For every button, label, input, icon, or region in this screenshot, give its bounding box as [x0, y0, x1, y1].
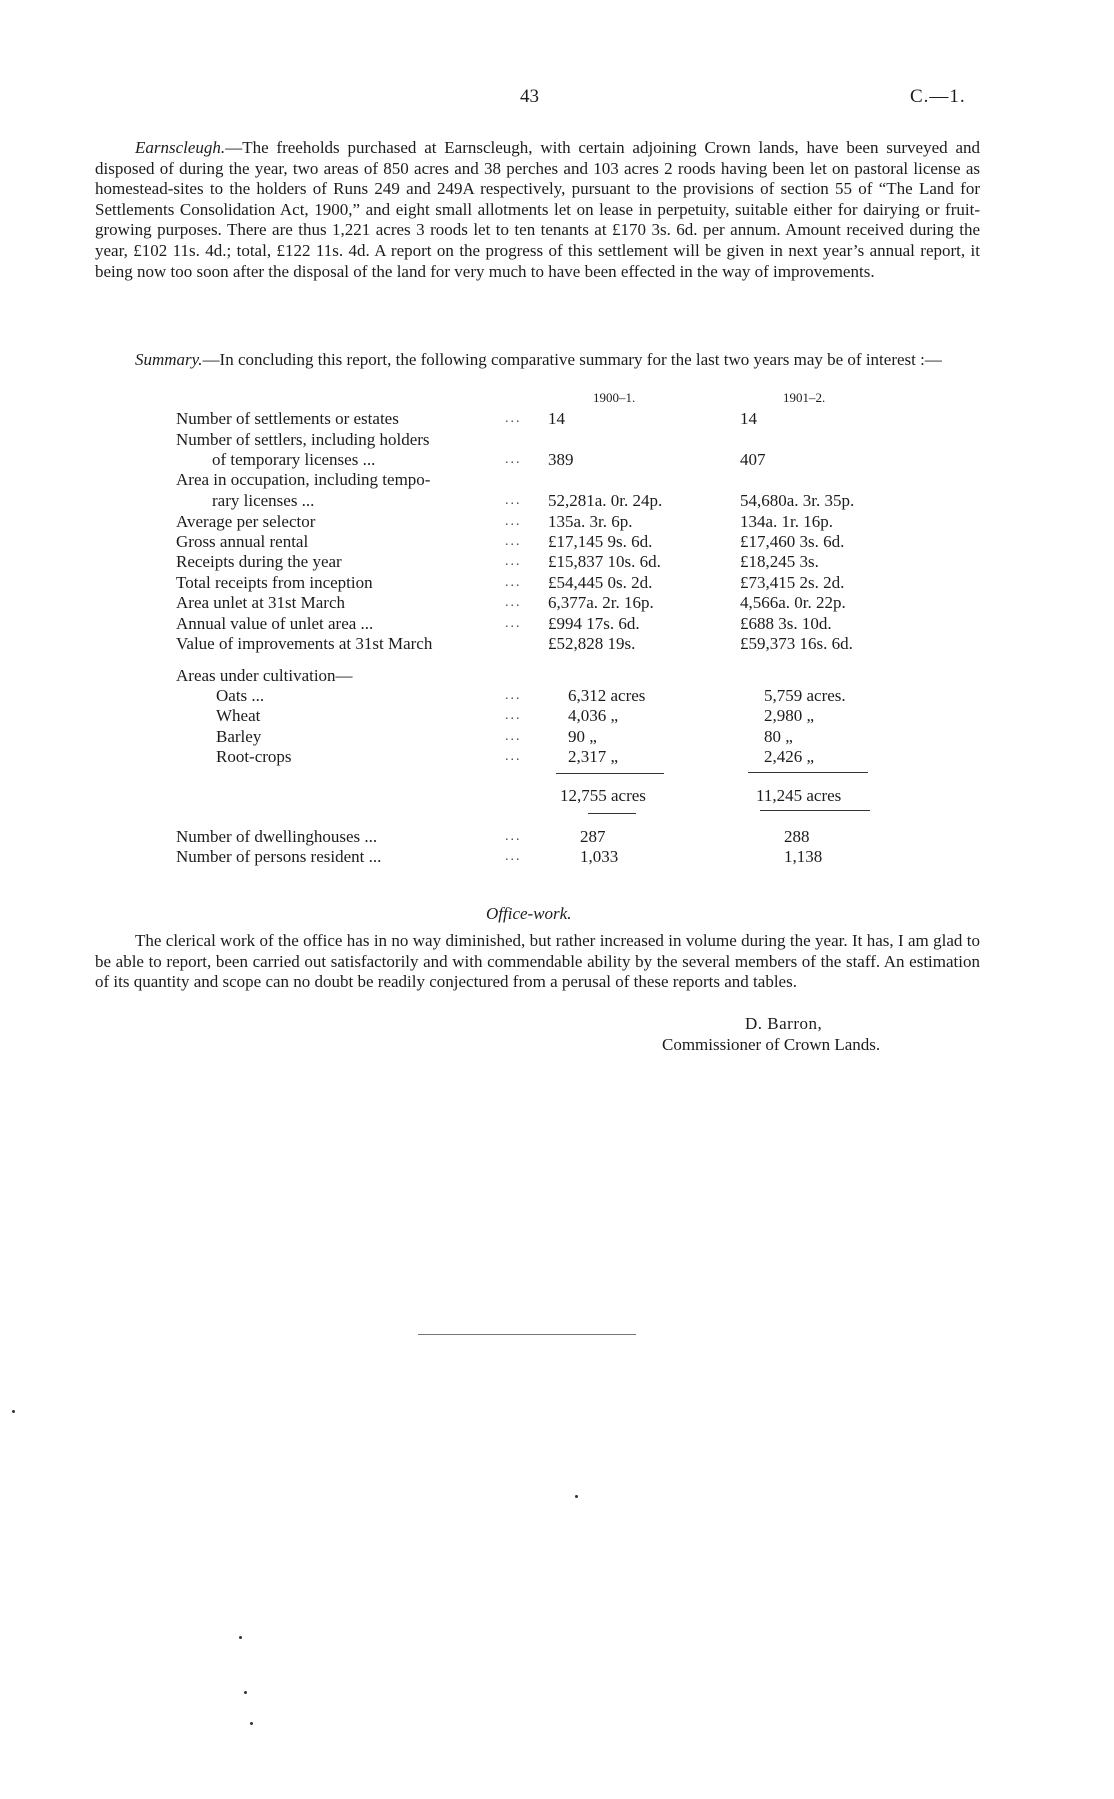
leader-dots: ... [505, 554, 522, 569]
value-1901-2: 1,138 [784, 847, 823, 866]
value-1900-1: 14 [548, 409, 565, 428]
value-1900-1: £994 17s. 6d. [548, 614, 640, 633]
page-header [0, 86, 1114, 112]
summary-row [0, 593, 1114, 613]
value-1900-1: 4,036 „ [568, 706, 619, 725]
scan-speck [250, 1722, 253, 1725]
residents-row [0, 827, 1114, 847]
value-1901-2: 407 [740, 450, 766, 469]
summary-lead: Summary. [135, 350, 203, 369]
leader-dots: ... [505, 534, 522, 549]
row-label: Number of settlers, including holders [176, 430, 430, 449]
row-label: of temporary licenses ... [212, 450, 376, 469]
value-1900-1: 135a. 3r. 6p. [548, 512, 633, 531]
signature-name: D. Barron, [745, 1014, 823, 1033]
leader-dots: ... [505, 708, 522, 723]
signature-title: Commissioner of Crown Lands. [662, 1035, 881, 1054]
summary-row [0, 573, 1114, 593]
value-1901-2: £59,373 16s. 6d. [740, 634, 853, 653]
row-label: Root-crops [216, 747, 292, 766]
leader-dots: ... [505, 749, 522, 764]
value-1901-2: £688 3s. 10d. [740, 614, 832, 633]
value-1900-1: 6,312 acres [568, 686, 646, 705]
summary-row [0, 470, 1114, 490]
scan-speck [575, 1495, 578, 1498]
cultivation-heading [0, 666, 1114, 686]
leader-dots: ... [505, 595, 522, 610]
value-1900-1: 287 [580, 827, 606, 846]
summary-row [0, 491, 1114, 511]
value-1900-1: £52,828 19s. [548, 634, 636, 653]
scan-speck [244, 1691, 247, 1694]
summary-text: —In concluding this report, the following comparative summary for the last two years may be of interest :— [202, 350, 942, 369]
earnscleugh-text: —The freeholds purchased at Earnscleugh, with certain adjoining Crown lands, have been surveyed and disposed of during the year, two areas of 850 acres and 38 perches and 103 acres 2 roods having been let on pastoral license as homestead-sites to the holders of Runs 249 and 249A respectively, pursuant to the provisions of section 55 of “The Land for Settlements Consolidation Act, 1900,” and eight small allotments let on lease in perpetuity, suitable either for dairying or fruit-growing purposes. There are thus 1,221 acres 3 roods let to ten tenants at £170 3s. 6d. per annum. Amount received during the year, £102 11s. 4d.; total, £122 11s. 4d. A report on the progress of this settlement will be given in next year’s annual report, it being now too soon after the disposal of the land for very much to have been effected in the way of improvements. [95, 138, 980, 281]
value-1901-2: £17,460 3s. 6d. [740, 532, 845, 551]
leader-dots: ... [505, 688, 522, 703]
row-label: Oats ... [216, 686, 265, 705]
cultivation-row [0, 747, 1114, 767]
value-1900-1: 2,317 „ [568, 747, 619, 766]
row-label: Barley [216, 727, 262, 746]
summary-row [0, 430, 1114, 450]
total-rule-bottom-1900 [588, 813, 636, 814]
value-1900-1: 1,033 [580, 847, 619, 866]
earnscleugh-paragraph [95, 138, 980, 282]
column-heading-1901: 1901–2. [783, 390, 826, 405]
residents-row [0, 847, 1114, 867]
row-label: Value of improvements at 31st March [176, 634, 433, 653]
row-label: Area unlet at 31st March [176, 593, 345, 612]
row-label: 12,755 acres [560, 786, 646, 805]
value-1901-2: 80 „ [764, 727, 793, 746]
value-1901-2: 14 [740, 409, 757, 428]
page-number: 43 [520, 86, 539, 107]
row-label: Area in occupation, including tempo- [176, 470, 431, 489]
row-label: Number of settlements or estates [176, 409, 399, 428]
row-label: Total receipts from inception [176, 573, 373, 592]
value-1900-1: 52,281a. 0r. 24p. [548, 491, 663, 510]
summary-row [0, 552, 1114, 572]
row-label: Annual value of unlet area ... [176, 614, 374, 633]
value-1901-2: 2,426 „ [764, 747, 815, 766]
value-1901-2: £73,415 2s. 2d. [740, 573, 845, 592]
leader-dots: ... [505, 829, 522, 844]
row-label: Gross annual rental [176, 532, 309, 551]
office-work-heading: Office-work. [486, 904, 572, 923]
value-1901-2: £18,245 3s. [740, 552, 819, 571]
value-1901-2: 5,759 acres. [764, 686, 846, 705]
leader-dots: ... [505, 616, 522, 631]
summary-paragraph [95, 350, 980, 371]
cultivation-row [0, 686, 1114, 706]
document-reference: C.—1. [910, 86, 966, 107]
summary-row [0, 450, 1114, 470]
value-1901-2: 54,680a. 3r. 35p. [740, 491, 855, 510]
cultivation-row [0, 706, 1114, 726]
summary-row [0, 512, 1114, 532]
row-label: rary licenses ... [212, 491, 315, 510]
summary-row [0, 409, 1114, 429]
row-label: Receipts during the year [176, 552, 342, 571]
leader-dots: ... [505, 849, 522, 864]
value-1901-2: 4,566a. 0r. 22p. [740, 593, 846, 612]
leader-dots: ... [505, 493, 522, 508]
row-label: Average per selector [176, 512, 316, 531]
office-work-paragraph: The clerical work of the office has in no way diminished, but rather increased in volume during the year. It has, I am glad to be able to report, been carried out satisfactorily and with commendable ability by the several members of the staff. An estimation of its quantity and scope can no doubt be readily conjectured from a perusal of these reports and tables. [95, 931, 980, 992]
value-1900-1: £54,445 0s. 2d. [548, 573, 653, 592]
total-rule-top-1901 [748, 772, 868, 773]
value-1900-1: 6,377a. 2r. 16p. [548, 593, 654, 612]
leader-dots: ... [505, 452, 522, 467]
cultivation-row [0, 727, 1114, 747]
cultivation-total-row [0, 786, 1114, 806]
value-1901-2: 288 [784, 827, 810, 846]
summary-row [0, 614, 1114, 634]
total-rule-bottom-1901 [760, 810, 870, 811]
value-1901-2: 11,245 acres [756, 786, 842, 805]
footer-divider [418, 1334, 636, 1335]
value-1901-2: 134a. 1r. 16p. [740, 512, 834, 531]
leader-dots: ... [505, 729, 522, 744]
row-label: Number of persons resident ... [176, 847, 382, 866]
row-label: Wheat [216, 706, 261, 725]
total-rule-top-1900 [556, 773, 664, 774]
scan-speck [12, 1410, 15, 1413]
row-label: Number of dwellinghouses ... [176, 827, 378, 846]
value-1900-1: £17,145 9s. 6d. [548, 532, 653, 551]
value-1900-1: £15,837 10s. 6d. [548, 552, 661, 571]
value-1900-1: 389 [548, 450, 574, 469]
summary-row [0, 634, 1114, 654]
leader-dots: ... [505, 575, 522, 590]
value-1900-1: 90 „ [568, 727, 597, 746]
column-heading-1900: 1900–1. [593, 390, 636, 405]
value-1901-2: 2,980 „ [764, 706, 815, 725]
earnscleugh-lead: Earnscleugh. [135, 138, 226, 157]
leader-dots: ... [505, 411, 522, 426]
scan-speck [239, 1636, 242, 1639]
cultivation-heading-label: Areas under cultivation— [176, 666, 353, 685]
leader-dots: ... [505, 514, 522, 529]
summary-row [0, 532, 1114, 552]
